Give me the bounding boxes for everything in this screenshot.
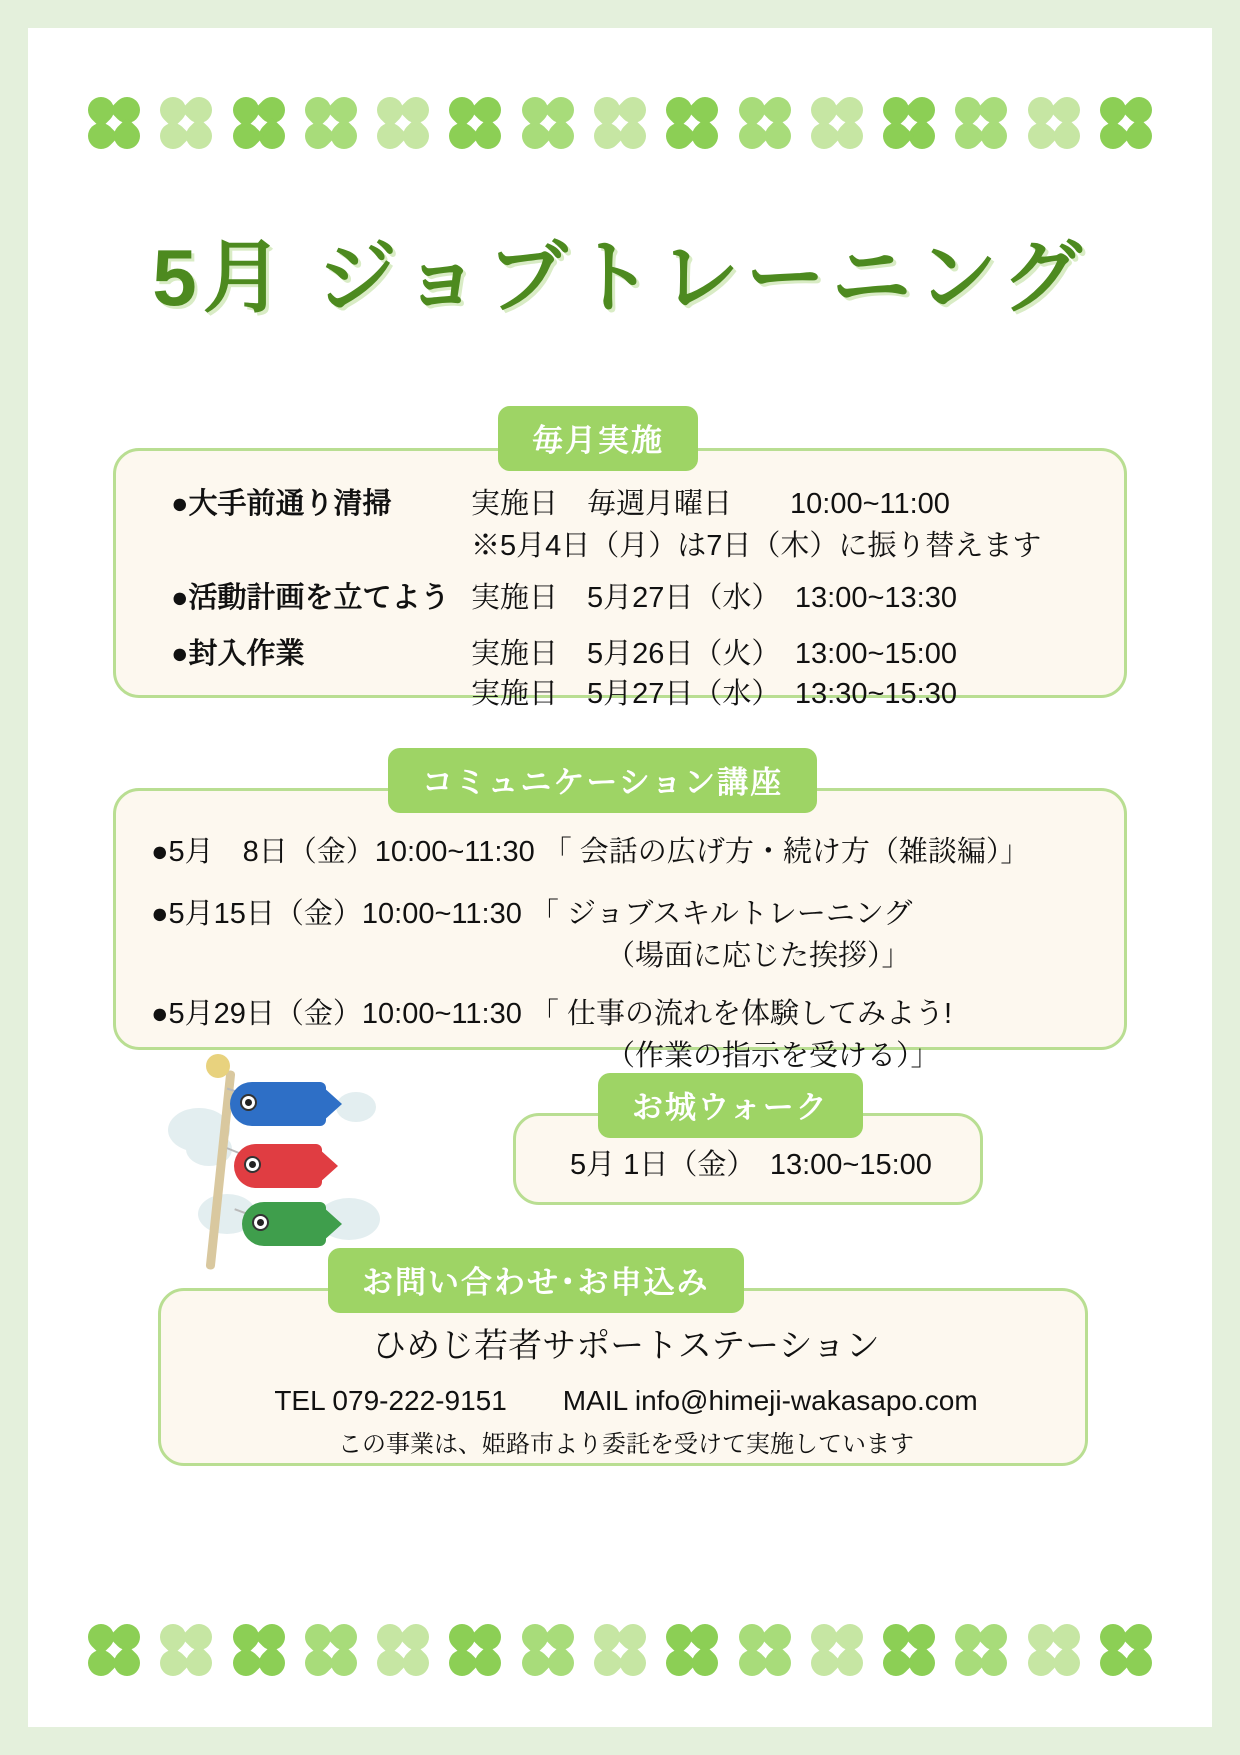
clover-icon: [233, 1624, 285, 1676]
communication-line: ●5月15日（金）10:00~11:30 「 ジョブスキルトレーニング: [151, 898, 913, 930]
monthly-item-label: ●大手前通り清掃: [171, 488, 392, 520]
clover-icon: [739, 1624, 791, 1676]
communication-line: ●5月29日（金）10:00~11:30 「 仕事の流れを体験してみよう!: [151, 998, 952, 1030]
clover-border-bottom: [88, 1615, 1152, 1685]
clover-icon: [1028, 97, 1080, 149]
clover-icon: [88, 97, 140, 149]
clover-icon: [160, 97, 212, 149]
clover-icon: [883, 1624, 935, 1676]
monthly-item-label: ●封入作業: [171, 638, 305, 670]
cloud-shape: [336, 1092, 376, 1122]
koinobori-icon: [168, 1048, 398, 1278]
contact-note: この事業は、姫路市より委託を受けて実施しています: [338, 1431, 914, 1458]
clover-icon: [449, 1624, 501, 1676]
clover-icon: [233, 97, 285, 149]
section-heading-contact: お問い合わせ･お申込み: [328, 1248, 744, 1313]
clover-icon: [449, 97, 501, 149]
poster-page: [28, 28, 1212, 1727]
monthly-item-note: ※5月4日（月）は7日（木）に振り替えます: [471, 530, 1042, 562]
koinobori-fish-green: [242, 1202, 326, 1246]
monthly-item-label: ●活動計画を立てよう: [171, 582, 450, 614]
clover-icon: [811, 1624, 863, 1676]
clover-icon: [377, 97, 429, 149]
clover-icon: [88, 1624, 140, 1676]
clover-icon: [1100, 1624, 1152, 1676]
clover-icon: [1100, 97, 1152, 149]
castle-walk-schedule: 5月 1日（金） 13:00~15:00: [570, 1149, 932, 1181]
clover-icon: [594, 1624, 646, 1676]
clover-icon: [594, 97, 646, 149]
clover-border-top: [88, 88, 1152, 158]
contact-tel-mail: TEL 079-222-9151 MAIL info@himeji-wakasapo.com: [274, 1385, 978, 1416]
page-title: 5月 ジョブトレーニング: [152, 233, 1088, 322]
clover-icon: [305, 1624, 357, 1676]
monthly-item-detail: 実施日 5月27日（水） 13:30~15:30: [471, 678, 957, 710]
clover-icon: [666, 97, 718, 149]
section-heading-castle-walk: お城ウォーク: [598, 1073, 863, 1138]
clover-icon: [955, 97, 1007, 149]
clover-icon: [305, 97, 357, 149]
clover-icon: [160, 1624, 212, 1676]
clover-icon: [666, 1624, 718, 1676]
section-heading-communication: コミュニケーション講座: [388, 748, 817, 813]
communication-line: ●5月 8日（金）10:00~11:30 「 会話の広げ方・続け方（雑談編）」: [151, 836, 1030, 868]
clover-icon: [377, 1624, 429, 1676]
koinobori-pole-ball: [206, 1054, 230, 1078]
monthly-item-detail: 実施日 毎週月曜日 10:00~11:00: [471, 488, 950, 520]
koinobori-fish-red: [234, 1144, 322, 1188]
koinobori-fish-blue: [230, 1082, 326, 1126]
section-card-contact: [158, 1288, 1088, 1466]
contact-organization: ひめじ若者サポートステーション: [372, 1327, 880, 1365]
clover-icon: [811, 97, 863, 149]
clover-icon: [1028, 1624, 1080, 1676]
communication-line-cont: （場面に応じた挨拶）」: [606, 940, 911, 972]
clover-icon: [522, 97, 574, 149]
section-card-communication: [113, 788, 1127, 1072]
clover-icon: [739, 97, 791, 149]
monthly-item-detail: 実施日 5月26日（火） 13:00~15:00: [471, 638, 957, 670]
section-heading-monthly: 毎月実施: [498, 406, 698, 471]
clover-icon: [522, 1624, 574, 1676]
section-card-monthly: [113, 448, 1127, 710]
monthly-item-detail: 実施日 5月27日（水） 13:00~13:30: [471, 582, 957, 614]
communication-line-cont: （作業の指示を受ける）」: [606, 1040, 940, 1072]
clover-icon: [883, 97, 935, 149]
clover-icon: [955, 1624, 1007, 1676]
